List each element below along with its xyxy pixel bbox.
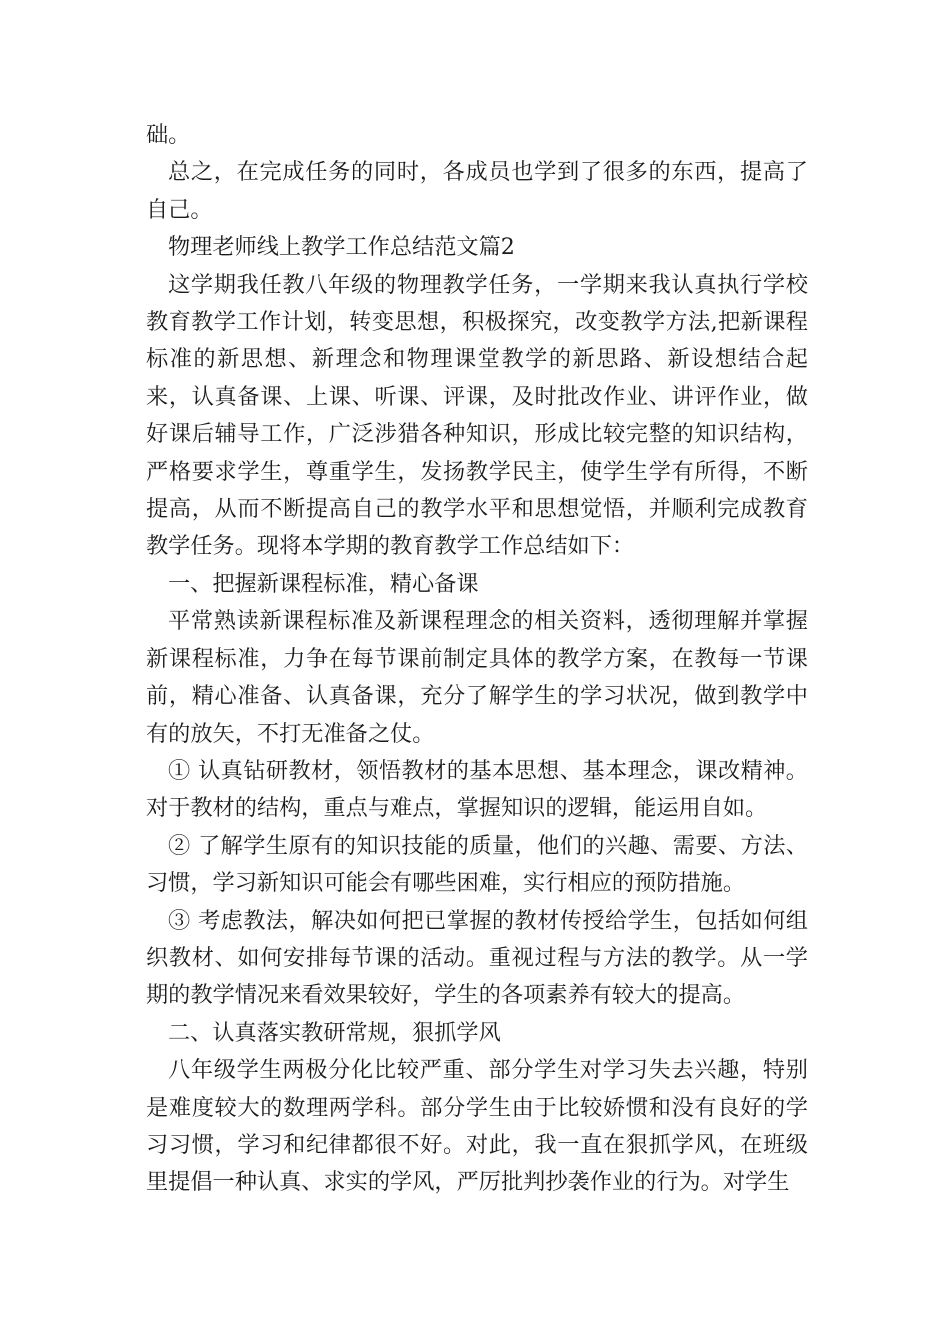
summary-paragraph: 总之，在完成任务的同时，各成员也学到了很多的东西，提高了自己。 — [146, 159, 808, 223]
section-one-paragraph: 平常熟读新课程标准及新课程理念的相关资料，透彻理解并掌握新课程标准，力争在每节课前制定具体的教学方案，在教每一节课前，精心准备、认真备课，充分了解学生的学习状况，做到教学中有的放矢，不打无准备之仗。 — [146, 608, 808, 747]
intro-paragraph: 这学期我任教八年级的物理教学任务，一学期来我认真执行学校教育教学工作计划，转变思想，积极探究，改变教学方法,把新课程标准的新思想、新理念和物理课堂教学的新思路、新设想结合起来，认真备课、上课、听课、评课，及时批改作业、讲评作业，做好课后辅导工作，广泛涉猎各种知识，形成比较完整的知识结构，严格要求学生，尊重学生，发扬教学民主，使学生学有所得，不断提高，从而不断提高自己的教学水平和思想觉悟，并顺利完成教育教学任务。现将本学期的教育教学工作总结如下： — [146, 271, 808, 560]
section-title: 物理老师线上教学工作总结范文篇2 — [168, 234, 515, 261]
continued-paragraph: 础。 — [146, 122, 191, 148]
list-item-one: ① 认真钻研教材，领悟教材的基本思想、基本理念，课改精神。对于教材的结构，重点与难点，掌握知识的逻辑，能运用自如。 — [146, 757, 808, 822]
section-two-paragraph: 八年级学生两极分化比较严重、部分学生对学习失去兴趣，特别是难度较大的数理两学科。部分学生由于比较娇惯和没有良好的学习习惯，学习和纪律都很不好。对此，我一直在狠抓学风，在班级里提倡一种认真、求实的学风，严厉批判抄袭作业的行为。对学生 — [146, 1057, 808, 1196]
heading-two: 二、认真落实教研常规，狠抓学风 — [168, 1019, 501, 1046]
list-item-two: ② 了解学生原有的知识技能的质量，他们的兴趣、需要、方法、习惯，学习新知识可能会有哪些困难，实行相应的预防措施。 — [146, 832, 808, 897]
heading-one: 一、把握新课程标准，精心备课 — [168, 570, 479, 597]
document-body — [146, 117, 808, 1202]
list-item-three: ③ 考虑教法，解决如何把已掌握的教材传授给学生，包括如何组织教材、如何安排每节课的活动。重视过程与方法的教学。从一学期的教学情况来看效果较好，学生的各项素养有较大的提高。 — [146, 907, 808, 1009]
